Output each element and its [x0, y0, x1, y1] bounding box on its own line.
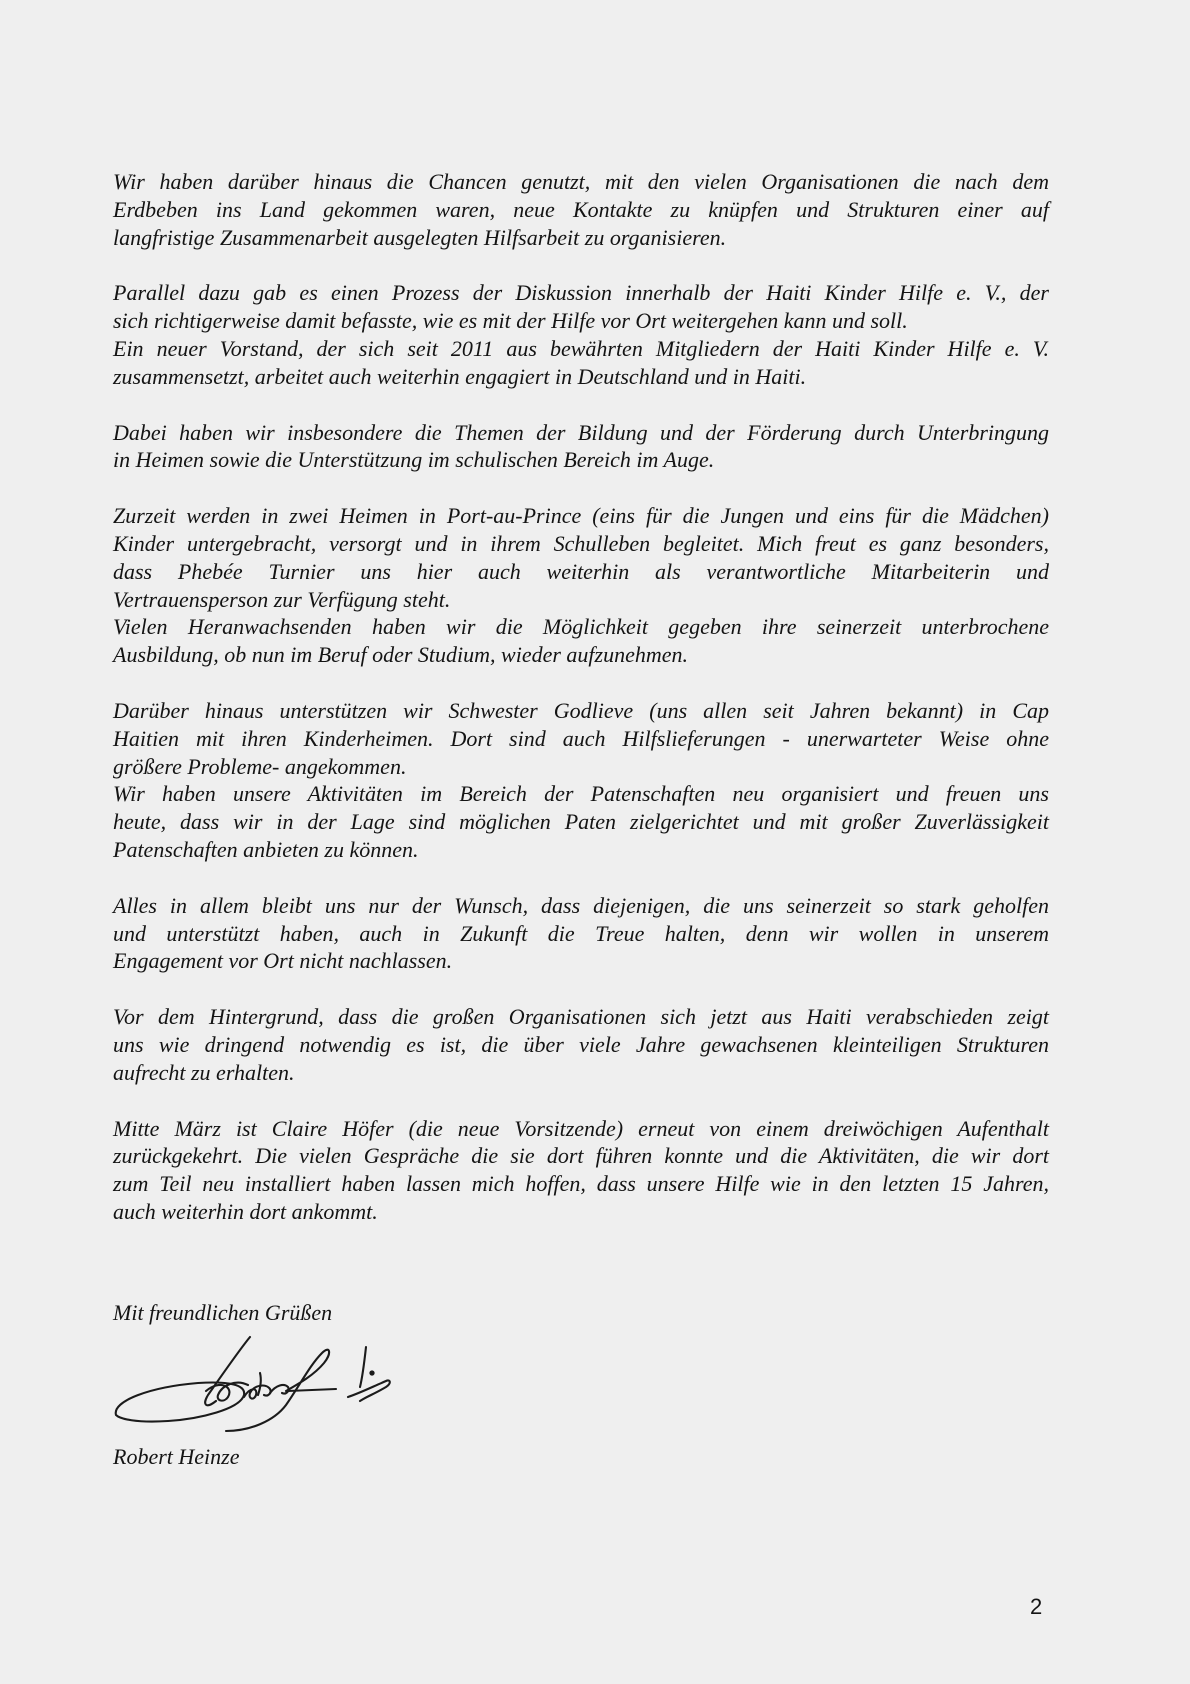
paragraph-line: Patenschaften anbieten zu können.	[113, 836, 419, 862]
paragraph-line: Kinder untergebracht, versorgt und in ihrem Schulleben begleitet. Mich freut es ganz besonders,	[113, 530, 1049, 556]
paragraph-line: Vertrauensperson zur Verfügung steht.	[113, 586, 451, 612]
letter-paragraph	[113, 502, 1049, 669]
closing-salutation: Mit freundlichen Grüßen	[113, 1300, 333, 1325]
page-number: 2	[1030, 1594, 1043, 1619]
paragraph-line: Ein neuer Vorstand, der sich seit 2011 aus bewährten Mitgliedern der Haiti Kinder Hilfe e. V.	[113, 335, 1049, 361]
letter-paragraph	[113, 1003, 1049, 1086]
paragraph-line: aufrecht zu erhalten.	[113, 1059, 295, 1085]
paragraph-line: größere Probleme- angekommen.	[113, 753, 407, 779]
paragraph-line: Engagement vor Ort nicht nachlassen.	[113, 948, 453, 974]
paragraph-line: Ausbildung, ob nun im Beruf oder Studium, wieder aufzunehmen.	[113, 642, 689, 668]
letter-paragraph	[113, 168, 1049, 251]
paragraph-line: Wir haben darüber hinaus die Chancen genutzt, mit den vielen Organisationen die nach dem	[113, 169, 1049, 194]
paragraph-line: Haitien mit ihren Kinderheimen. Dort sind auch Hilfslieferungen - unerwarteter Weise ohne	[113, 725, 1049, 751]
paragraph-line: heute, dass wir in der Lage sind möglichen Paten zielgerichtet und mit großer Zuverlässigkeit	[113, 809, 1049, 835]
paragraph-line: Mitte März ist Claire Höfer (die neue Vorsitzende) erneut von einem dreiwöchigen Aufenthalt	[113, 1115, 1049, 1141]
paragraph-line: Erdbeben ins Land gekommen waren, neue Kontakte zu knüpfen und Strukturen einer auf	[113, 196, 1049, 222]
letter-paragraph	[113, 892, 1049, 975]
paragraph-line: zusammensetzt, arbeitet auch weiterhin engagiert in Deutschland und in Haiti.	[113, 363, 807, 389]
paragraph-line: Alles in allem bleibt uns nur der Wunsch, dass diejenigen, die uns seinerzeit so stark geholfen	[113, 892, 1049, 918]
letter-paragraph	[113, 1115, 1049, 1226]
paragraph-line: Vor dem Hintergrund, dass die großen Organisationen sich jetzt aus Haiti verabschieden zeigt	[113, 1004, 1049, 1030]
paragraph-line: langfristige Zusammenarbeit ausgelegten Hilfsarbeit zu organisieren.	[113, 224, 727, 250]
paragraph-line: dass Phebée Turnier uns hier auch weiterhin als verantwortliche Mitarbeiterin und	[113, 558, 1049, 584]
paragraph-line: uns wie dringend notwendig es ist, die über viele Jahre gewachsenen kleinteiligen Strukturen	[113, 1031, 1049, 1057]
paragraph-line: in Heimen sowie die Unterstützung im schulischen Bereich im Auge.	[113, 447, 715, 473]
paragraph-line: Parallel dazu gab es einen Prozess der Diskussion innerhalb der Haiti Kinder Hilfe e. V., der	[113, 280, 1049, 306]
signer-name: Robert Heinze	[113, 1444, 240, 1469]
letter-page	[113, 168, 1049, 1254]
paragraph-line: zurückgekehrt. Die vielen Gespräche die sie dort führen konnte und die Aktivitäten, die wir dort	[113, 1143, 1049, 1169]
paragraph-line: zum Teil neu installiert haben lassen mich hoffen, dass unsere Hilfe wie in den letzten 15 Jahren,	[113, 1171, 1049, 1197]
letter-paragraph	[113, 697, 1049, 864]
paragraph-line: und unterstützt haben, auch in Zukunft die Treue halten, denn wir wollen in unserem	[113, 920, 1049, 946]
letter-paragraph	[113, 279, 1049, 390]
letter-paragraph	[113, 419, 1049, 475]
handwritten-signature	[110, 1335, 400, 1435]
paragraph-line: Vielen Heranwachsenden haben wir die Möglichkeit gegeben ihre seinerzeit unterbrochene	[113, 614, 1049, 640]
paragraph-line: sich richtigerweise damit befasste, wie es mit der Hilfe vor Ort weitergehen kann und soll.	[113, 308, 908, 334]
paragraph-line: Darüber hinaus unterstützen wir Schwester Godlieve (uns allen seit Jahren bekannt) in Cap	[113, 697, 1049, 723]
paragraph-line: auch weiterhin dort ankommt.	[113, 1198, 378, 1224]
letter-body	[113, 168, 1049, 1226]
paragraph-line: Wir haben unsere Aktivitäten im Bereich der Patenschaften neu organisiert und freuen uns	[113, 781, 1049, 807]
paragraph-line: Dabei haben wir insbesondere die Themen der Bildung und der Förderung durch Unterbringung	[113, 419, 1049, 445]
paragraph-line: Zurzeit werden in zwei Heimen in Port-au-Prince (eins für die Jungen und eins für die Mädchen)	[113, 503, 1049, 529]
